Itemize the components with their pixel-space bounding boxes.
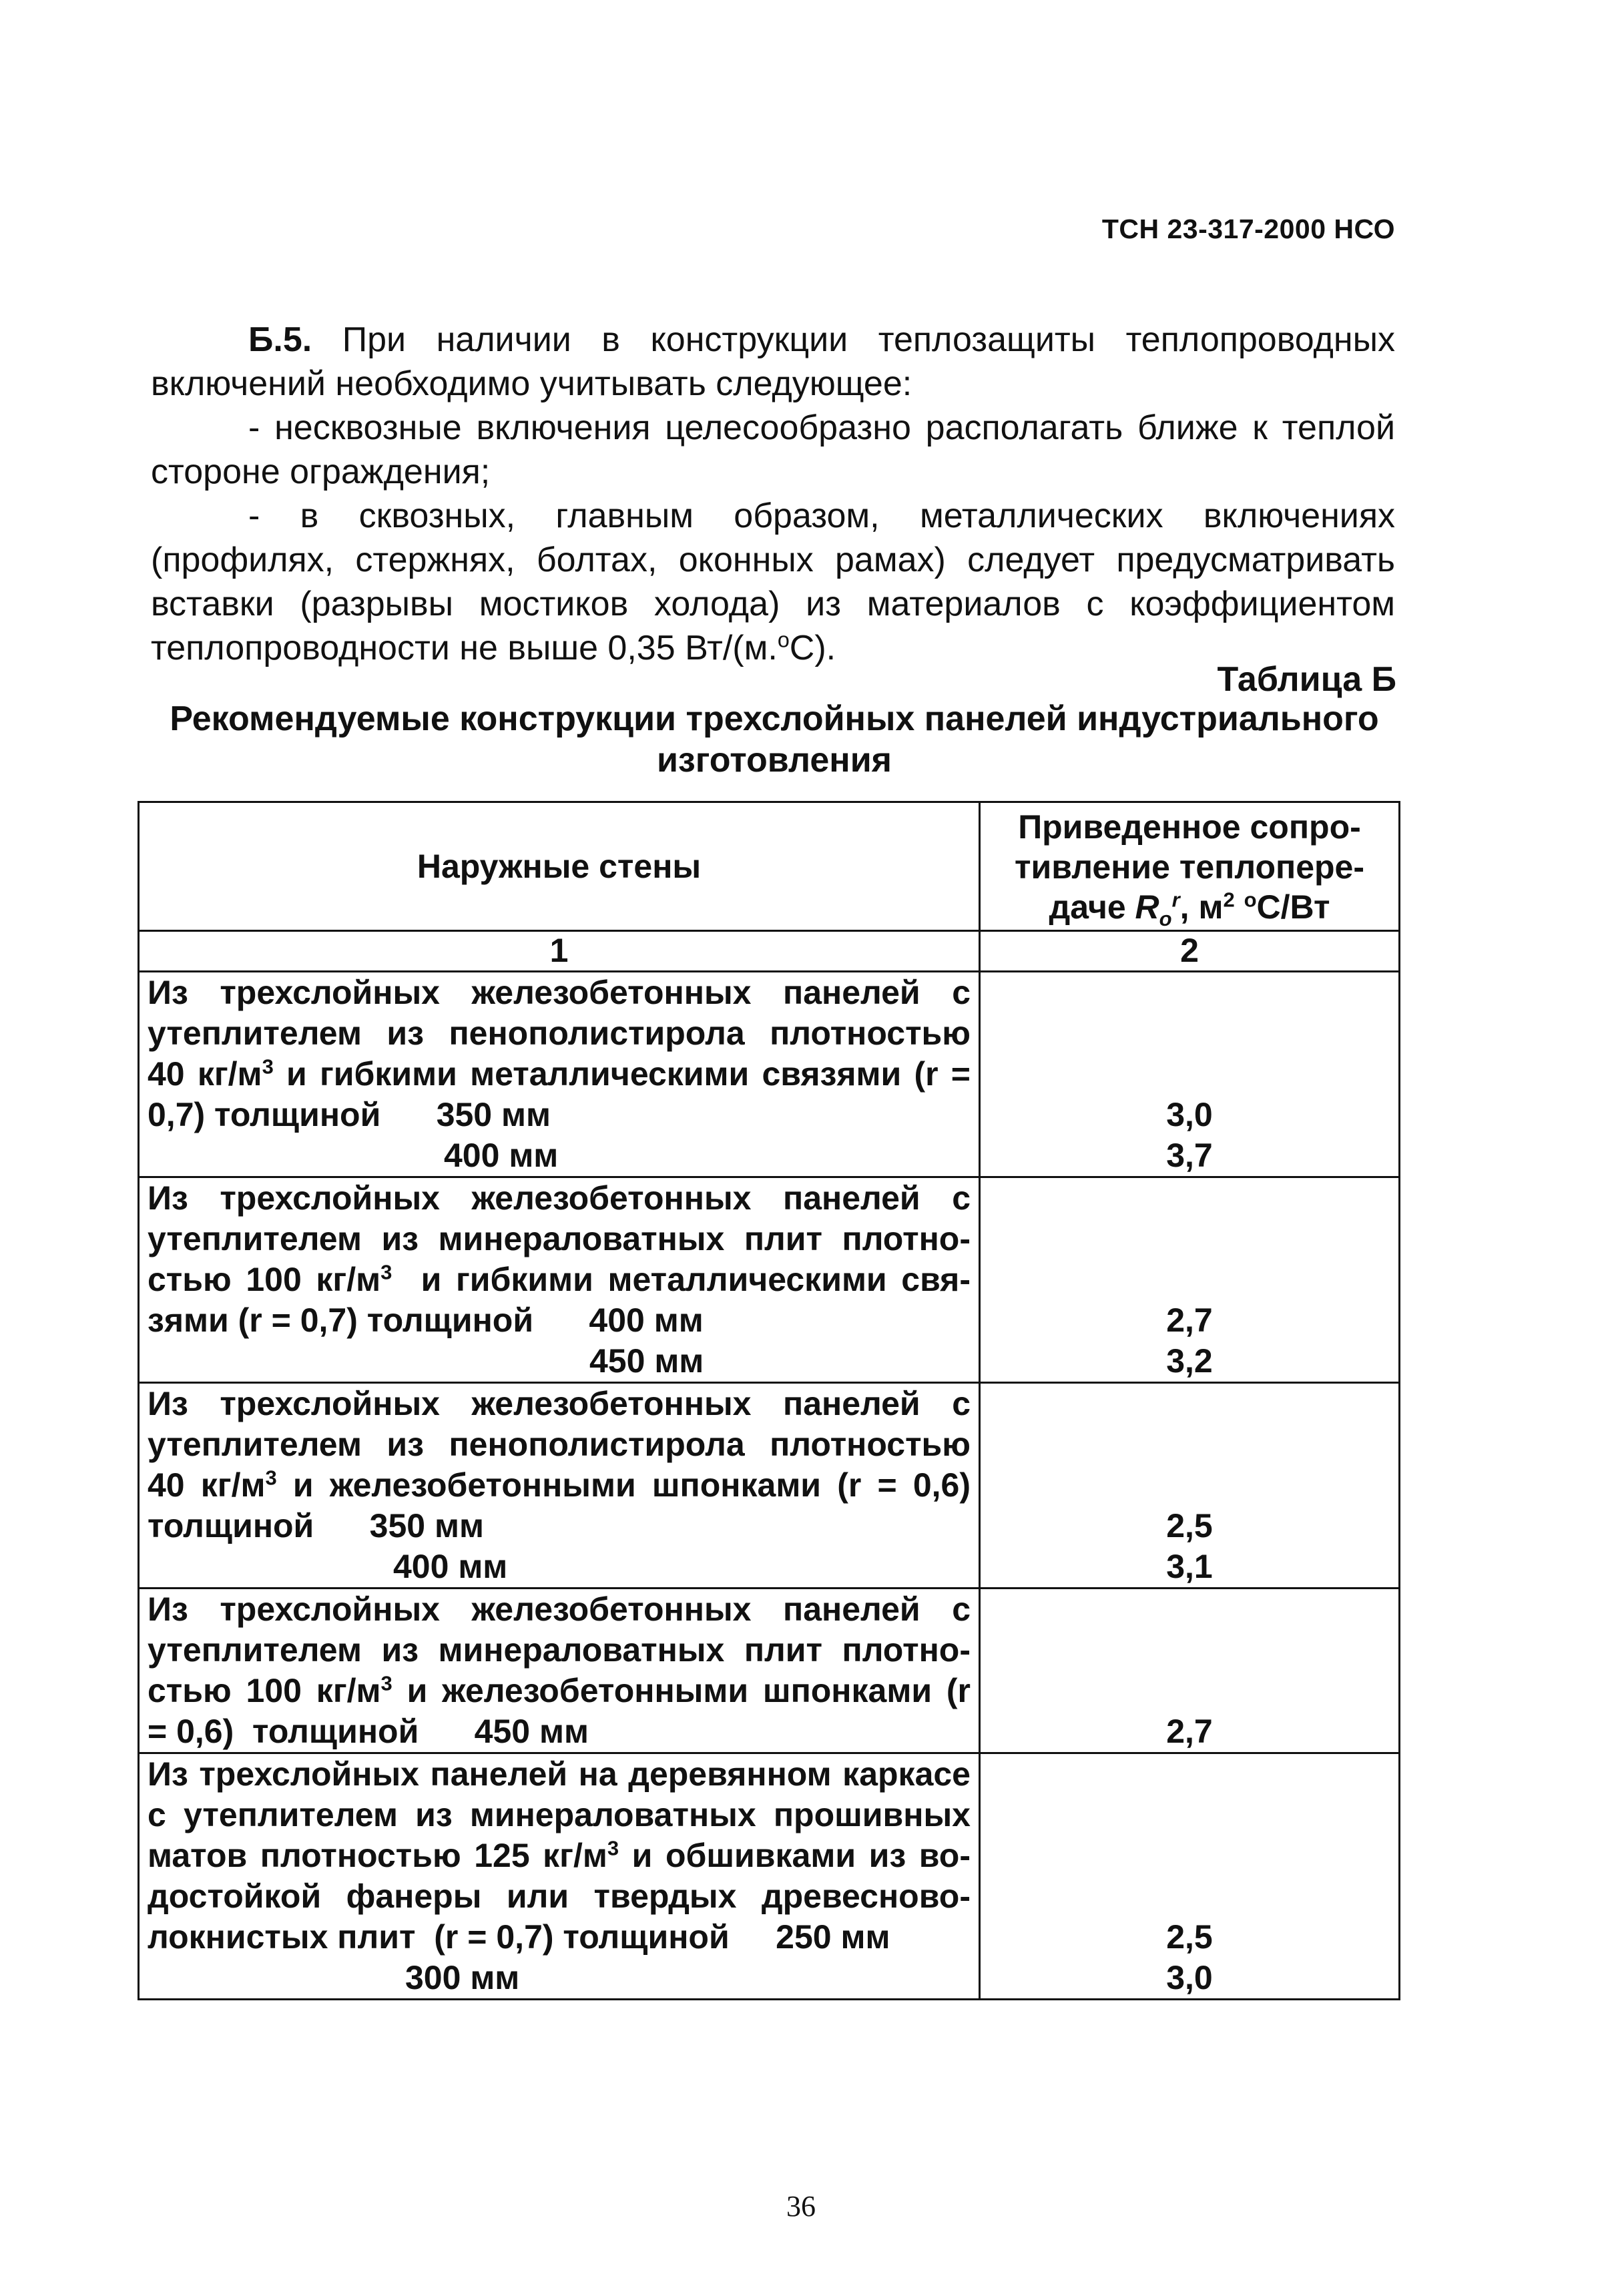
unit-sup-2: 2 <box>1223 888 1235 912</box>
table-title-line-1: Рекомендуемые конструкции трехслойных панелей индустриального <box>170 699 1379 738</box>
bullet-2-text: - в сквозных, главным образом, металлических включениях (профилях, стержнях, болтах, оконных рамах) следует предусматривать вставки (разрывы мостиков холода) из материалов с коэффициентом теплопроводности не выше 0,35 Вт/(м. <box>151 497 1395 667</box>
table-label: Таблица Б <box>1217 660 1396 699</box>
col2-header-text: даче <box>1049 888 1135 926</box>
desc-line: 400 мм <box>444 1137 559 1174</box>
desc-line: Из трехслойных железобетонных панелей с <box>148 1385 971 1422</box>
value: 2,5 <box>1166 1918 1213 1956</box>
desc-line: утеплителем из пенополистирола плотностью <box>148 1426 971 1463</box>
value: 3,2 <box>1166 1342 1213 1380</box>
col2-number: 2 <box>980 931 1400 972</box>
desc-line: стью 100 $кг/м^3$ и гибкими металлическими свя- <box>148 1260 971 1298</box>
desc-line: матов плотностью 125 $кг/м^3$ и обшивками из во- <box>148 1836 971 1874</box>
page-number: 36 <box>786 2190 816 2223</box>
value: 2,5 <box>1166 1507 1213 1544</box>
col2-header-line-1: Приведенное сопро- <box>1018 808 1361 846</box>
desc-line: 40 $кг/м^3$ и гибкими металлическими связями (r = <box>148 1055 971 1093</box>
value: 3,1 <box>1166 1548 1213 1585</box>
row-values <box>980 1177 1400 1383</box>
degree-sign: o <box>777 627 790 652</box>
desc-line: 40 $кг/м^3$ и железобетонными шпонками (r = 0,6) <box>148 1466 971 1504</box>
section-b5 <box>151 318 1395 670</box>
bullet-1: - несквозные включения целесообразно располагать ближе к теплой стороне ограждения; <box>151 408 1395 491</box>
desc-line: Из трехслойных панелей на деревянном каркасе <box>148 1755 971 1793</box>
row-description <box>139 1383 980 1589</box>
value: 2,7 <box>1166 1302 1213 1339</box>
table-title <box>134 698 1415 781</box>
col2-header-line-2: тивление теплопере- <box>1015 848 1364 886</box>
col2-header <box>980 802 1400 931</box>
col1-header: Наружные стены <box>139 802 980 931</box>
value: 2,7 <box>1166 1713 1213 1750</box>
table-row <box>139 1753 1400 2000</box>
desc-line: 0,7) толщиной 350 мм <box>148 1096 551 1133</box>
value: 3,0 <box>1166 1096 1213 1133</box>
desc-line: утеплителем из минераловатных плит плотно- <box>148 1631 971 1669</box>
table-row <box>139 972 1400 1177</box>
r-symbol: R <box>1135 888 1159 926</box>
row-values <box>980 1589 1400 1753</box>
section-intro-text: При наличии в конструкции теплозащиты теплопроводных включений необходимо учитывать следующее: <box>151 320 1395 403</box>
desc-line: толщиной 350 мм <box>148 1507 484 1544</box>
unit-c-w: С/Вт <box>1256 888 1330 926</box>
row-description <box>139 1177 980 1383</box>
document-code: ТСН 23-317-2000 НСО <box>1101 214 1395 244</box>
row-description <box>139 1589 980 1753</box>
row-description <box>139 972 980 1177</box>
table-title-line-2: изготовления <box>656 741 892 780</box>
row-values <box>980 1753 1400 2000</box>
row-description <box>139 1753 980 2000</box>
unit-m: , м <box>1179 888 1224 926</box>
desc-line: = 0,6) толщиной 450 мм <box>148 1713 589 1750</box>
desc-line: 450 мм <box>589 1342 704 1380</box>
bullet-2 <box>151 494 1395 670</box>
bullet-2-tail: С). <box>789 629 836 667</box>
desc-line: Из трехслойных железобетонных панелей с <box>148 974 971 1011</box>
row-values <box>980 1383 1400 1589</box>
row-values <box>980 972 1400 1177</box>
table-row <box>139 1589 1400 1753</box>
desc-line: 400 мм <box>393 1548 508 1585</box>
desc-line: утеплителем из минераловатных плит плотно- <box>148 1220 971 1257</box>
col1-number: 1 <box>139 931 980 972</box>
unit-space <box>1235 888 1244 926</box>
table-row <box>139 1177 1400 1383</box>
panels-table <box>138 801 1400 2000</box>
desc-line: с утеплителем из минераловатных прошивных <box>148 1796 971 1833</box>
value: 3,7 <box>1166 1137 1213 1174</box>
unit-degree: o <box>1244 888 1257 912</box>
desc-line: зями (r = 0,7) толщиной 400 мм <box>148 1302 704 1339</box>
r-superscript: r <box>1171 888 1180 912</box>
section-number: Б.5. <box>248 320 312 359</box>
desc-line: утеплителем из пенополистирола плотностью <box>148 1015 971 1052</box>
table-header-row <box>139 802 1400 931</box>
desc-line: Из трехслойных железобетонных панелей с <box>148 1591 971 1628</box>
desc-line: достойкой фанеры или твердых древесново- <box>148 1878 971 1915</box>
section-intro <box>151 318 1395 406</box>
value: 3,0 <box>1166 1959 1213 1996</box>
table-row <box>139 1383 1400 1589</box>
col2-header-line-3 <box>989 887 1390 930</box>
desc-line: 300 мм <box>405 1959 520 1996</box>
desc-line: стью 100 $кг/м^3$ и железобетонными шпонками (r <box>148 1671 971 1709</box>
desc-line: Из трехслойных железобетонных панелей с <box>148 1179 971 1217</box>
desc-line: локнистых плит (r = 0,7) толщиной 250 мм <box>148 1918 890 1956</box>
r-subscript: o <box>1159 907 1172 930</box>
column-number-row <box>139 931 1400 972</box>
